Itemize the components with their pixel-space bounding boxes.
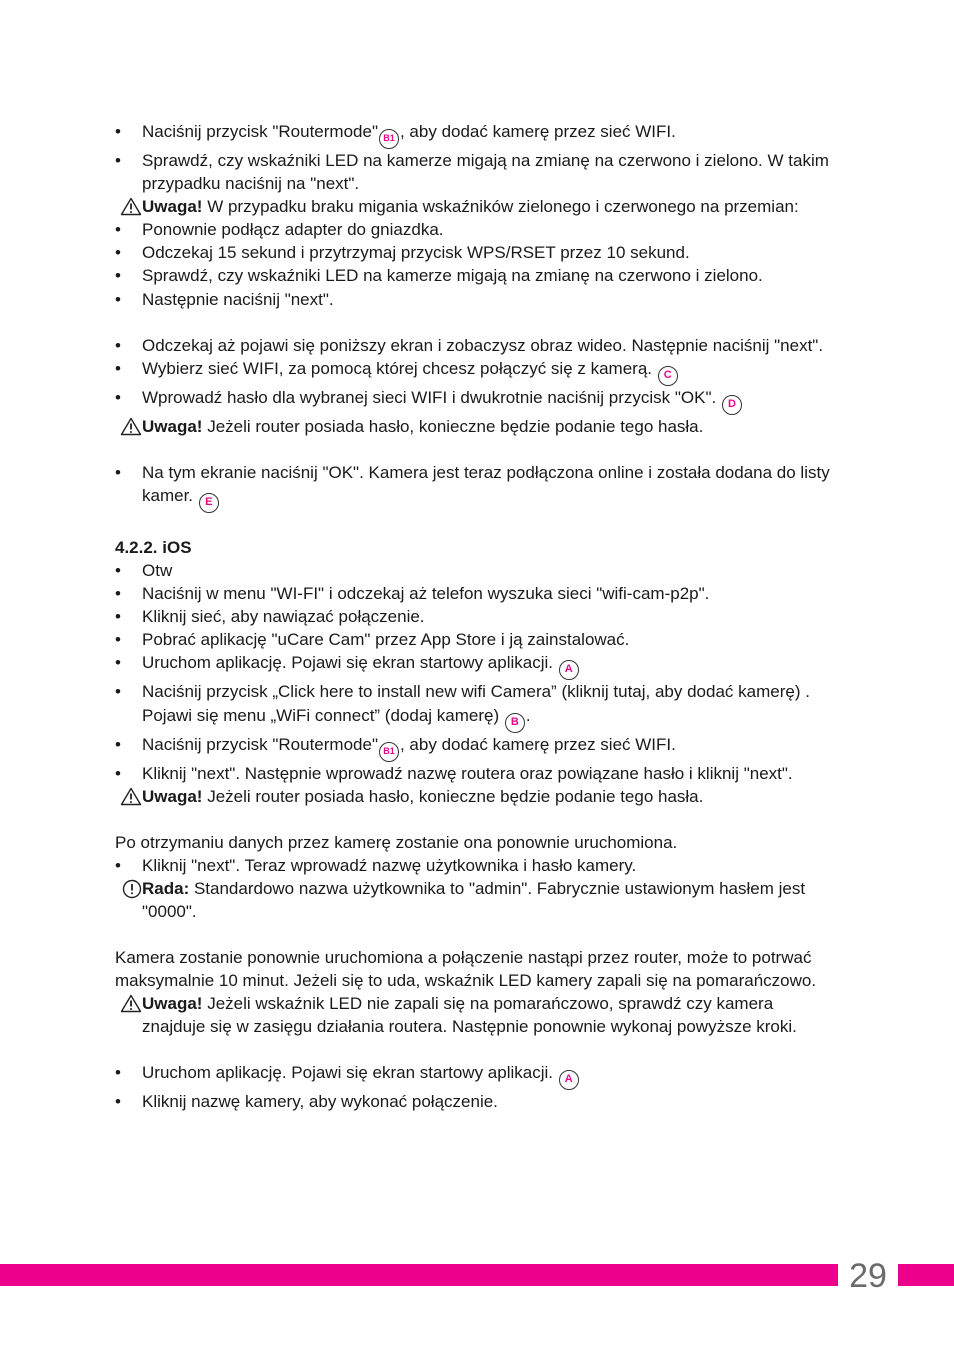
instruction-text: Sprawdź, czy wskaźniki LED na kamerze migają na zmianę na czerwono i zielono.: [142, 266, 763, 286]
instruction-text: Pobrać aplikację "uCare Cam" przez App Store i ją zainstalować.: [142, 630, 630, 650]
warning-icon: [120, 417, 142, 436]
step-marker-b1: B1: [379, 129, 399, 149]
list-item: [115, 461, 840, 513]
instruction-text: Kliknij "next". Teraz wprowadź nazwę użytkownika i hasło kamery.: [142, 855, 637, 875]
bullet: •: [115, 289, 121, 309]
instruction-text: , aby dodać kamerę przez sieć WIFI.: [399, 122, 676, 141]
bullet: •: [115, 122, 121, 141]
instruction-text: Naciśnij w menu "WI-FI" i odczekaj aż telefon wyszuka sieci "wifi-cam-p2p".: [142, 584, 710, 604]
instruction-text: Następnie naciśnij "next".: [142, 289, 334, 309]
warning-icon: [120, 787, 142, 806]
spacer: [115, 923, 840, 946]
manual-page-content: [115, 120, 840, 1114]
list-item: [115, 357, 840, 386]
step-marker-b: B: [505, 713, 525, 733]
bullet: •: [115, 763, 121, 783]
instruction-text: Otw: [142, 561, 173, 581]
bullet: •: [115, 607, 121, 627]
spacer: [115, 311, 840, 334]
bullet: •: [115, 335, 121, 355]
instruction-text: Odczekaj aż pojawi się poniższy ekran i zobaczysz obraz wideo. Następnie naciśnij "next".: [142, 335, 824, 355]
instruction-text: Sprawdź, czy wskaźniki LED na kamerze migają na zmianę na czerwono i zielono. W takim przypadku naciśnij na "next".: [142, 151, 829, 194]
warning-label: Uwaga!: [142, 994, 203, 1014]
instruction-text: .: [525, 705, 531, 725]
spacer: [115, 1038, 840, 1061]
bullet: •: [115, 653, 121, 673]
list-item: [115, 762, 840, 785]
footer-accent-bar: [0, 1264, 954, 1286]
warning-note: [115, 195, 840, 218]
bullet: •: [115, 387, 121, 407]
warning-label: Uwaga!: [142, 197, 203, 217]
list-item: [115, 733, 840, 762]
step-marker-b1: B1: [379, 742, 399, 762]
list-item: [115, 241, 840, 264]
step-marker-a: A: [559, 660, 579, 680]
instruction-text: Na tym ekranie naciśnij "OK". Kamera jest teraz podłączona online i została dodana do listy kamer.: [142, 462, 830, 505]
list-item: [115, 149, 840, 195]
list-item: [115, 680, 840, 732]
warning-note: [115, 785, 840, 808]
list-item: [115, 1061, 840, 1090]
bullet: •: [115, 358, 121, 378]
instruction-text: Ponownie podłącz adapter do gniazdka.: [142, 220, 444, 240]
spacer: [115, 513, 840, 536]
section-heading: 4.2.2. iOS: [115, 537, 192, 557]
list-item: [115, 264, 840, 287]
instruction-text: Naciśnij przycisk "Routermode": [142, 122, 378, 141]
instruction-text: Kliknij sieć, aby nawiązać połączenie.: [142, 607, 425, 627]
tip-label: Rada:: [142, 878, 190, 898]
list-item: [115, 605, 840, 628]
list-item: [115, 582, 840, 605]
tip-note: [115, 877, 840, 923]
bullet: •: [115, 561, 121, 581]
bullet: •: [115, 151, 121, 170]
warning-note: [115, 415, 840, 438]
bullet: •: [115, 855, 121, 875]
spacer: [115, 438, 840, 461]
tip-text: Standardowo nazwa użytkownika to "admin". Fabrycznie ustawionym hasłem jest "0000".: [142, 878, 806, 921]
instruction-text: Kliknij "next". Następnie wprowadź nazwę routera oraz powiązane hasło i kliknij "next".: [142, 763, 793, 783]
spacer: [115, 808, 840, 831]
instruction-text: , aby dodać kamerę przez sieć WIFI.: [399, 734, 676, 754]
instruction-text: Wybierz sieć WIFI, za pomocą której chcesz połączyć się z kamerą.: [142, 358, 657, 378]
paragraph: Kamera zostanie ponownie uruchomiona a połączenie nastąpi przez router, może to potrwać maksymalnie 10 minut. Jeżeli się to uda, wskaźnik LED kamery zapali się na pomarańczowo.: [115, 948, 817, 991]
warning-note: [115, 992, 840, 1038]
instruction-text: Odczekaj 15 sekund i przytrzymaj przycisk WPS/RSET przez 10 sekund.: [142, 243, 690, 263]
list-item: [115, 854, 840, 877]
bullet: •: [115, 266, 121, 286]
warning-text: Jeżeli router posiada hasło, konieczne będzie podanie tego hasła.: [202, 416, 704, 436]
list-item: [115, 651, 840, 680]
instruction-text: Uruchom aplikację. Pojawi się ekran startowy aplikacji.: [142, 1063, 558, 1083]
warning-text: W przypadku braku migania wskaźników zielonego i czerwonego na przemian:: [202, 197, 799, 217]
warning-icon: [120, 994, 142, 1013]
bullet: •: [115, 220, 121, 240]
page-number: 29: [838, 1256, 898, 1296]
step-marker-c: C: [658, 366, 678, 386]
instruction-text: Naciśnij przycisk „Click here to install new wifi Camera” (kliknij tutaj, aby dodać kamerę) . Pojawi się menu „WiFi connect” (dodaj kamerę): [142, 682, 810, 725]
list-item: [115, 334, 840, 357]
warning-label: Uwaga!: [142, 416, 203, 436]
bullet: •: [115, 584, 121, 604]
list-item: [115, 386, 840, 415]
step-marker-e: E: [199, 493, 219, 513]
warning-icon: [120, 197, 142, 216]
bullet: •: [115, 1063, 121, 1083]
list-item: [115, 1090, 840, 1113]
list-item: [115, 120, 840, 149]
exclamation-circle-icon: [122, 879, 142, 899]
list-item: [115, 288, 840, 311]
list-item: [115, 628, 840, 651]
list-item: [115, 559, 840, 582]
warning-text: Jeżeli router posiada hasło, konieczne będzie podanie tego hasła.: [202, 786, 704, 806]
warning-text: Jeżeli wskaźnik LED nie zapali się na pomarańczowo, sprawdź czy kamera znajduje się w zasięgu działania routera. Następnie ponownie wykonaj powyższe kroki.: [142, 994, 797, 1037]
instruction-text: Naciśnij przycisk "Routermode": [142, 734, 378, 754]
bullet: •: [115, 734, 121, 754]
instruction-text: Wprowadź hasło dla wybranej sieci WIFI i dwukrotnie naciśnij przycisk "OK".: [142, 387, 721, 407]
warning-label: Uwaga!: [142, 786, 203, 806]
bullet: •: [115, 630, 121, 650]
instruction-text: Kliknij nazwę kamery, aby wykonać połączenie.: [142, 1092, 498, 1112]
step-marker-d: D: [722, 395, 742, 415]
bullet: •: [115, 1092, 121, 1112]
step-marker-a: A: [559, 1070, 579, 1090]
list-item: [115, 218, 840, 241]
bullet: •: [115, 462, 121, 482]
paragraph: Po otrzymaniu danych przez kamerę zostanie ona ponownie uruchomiona.: [115, 832, 678, 852]
instruction-text: Uruchom aplikację. Pojawi się ekran startowy aplikacji.: [142, 653, 558, 673]
bullet: •: [115, 682, 121, 702]
bullet: •: [115, 243, 121, 263]
